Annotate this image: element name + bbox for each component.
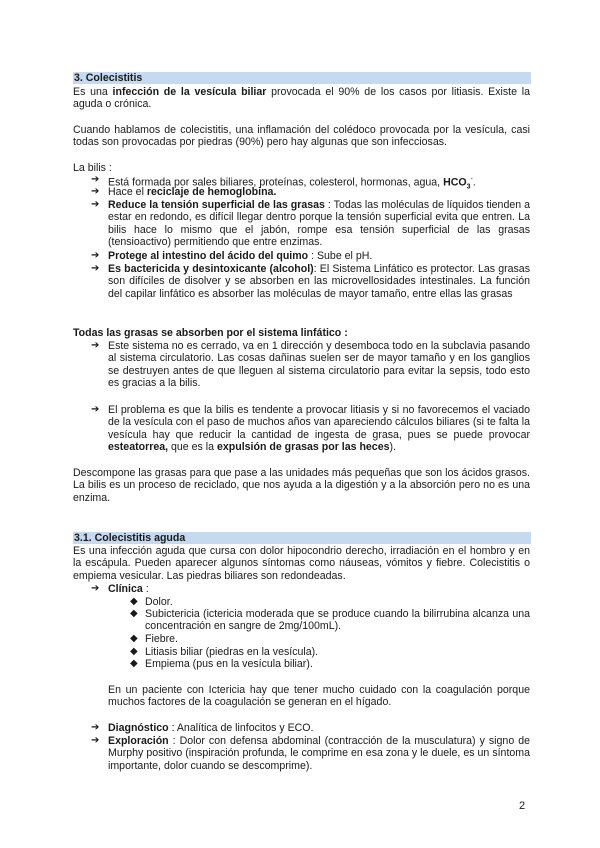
text-run: que es la — [168, 440, 217, 453]
arrow-right-icon: ➔ — [91, 174, 100, 185]
arrow-right-icon: ➔ — [91, 340, 100, 351]
arrow-right-icon: ➔ — [91, 722, 100, 733]
diamond-bullet-icon: ◆ — [130, 608, 138, 619]
bold-run: reciclaje de hemoglobina. — [146, 186, 277, 198]
bold-run: esteatorrea, — [108, 440, 169, 453]
text-run: ). — [389, 440, 396, 453]
bold-run: HCO — [443, 176, 467, 189]
bilis-item-tension — [108, 199, 530, 248]
text-run: : Todas las moléculas de líquidos tienden a estar en redondo, es difícil llegar dentro porque la tensión superficial evita que entren. La bilis hace lo mismo que el jabón, rompe esa tensión superficial de las grasas (tensioactivo) permitiendo que entre enzimas. — [108, 199, 530, 248]
clinica-dolor: Dolor. — [145, 596, 173, 608]
clinica-litiasis: Litiasis biliar (piedras en la vesícula). — [145, 646, 319, 658]
text-run: provocada el 90% de los casos por litiasis. Existe la aguda o crónica. — [73, 86, 531, 111]
arrow-right-icon: ➔ — [91, 583, 100, 594]
aguda-paragraph: Es una infección aguda que cursa con dolor hipocondrio derecho, irradiación en el hombro y en la escápula. Pueden aparecer algunos síntomas como náuseas, vómitos y fiebre. Colecistitis o empiema vesicular. Las piedras biliares son redondeadas. — [73, 545, 530, 582]
grasas-item-problema — [108, 404, 530, 453]
bilis-item-hemoglobina — [108, 183, 530, 198]
colecistitis-paragraph: Cuando hablamos de colecistitis, una inflamación del colédoco provocada por la vesícula, casi todas son provocadas por piedras (90%) pero hay algunas que son infecciosas. — [73, 124, 530, 149]
bold-run: Protege al intestino del ácido del quimo — [108, 250, 309, 262]
bold-run: infección de la vesícula biliar — [112, 86, 267, 98]
text-run: El problema es que la bilis es tendente a provocar litiasis y si no favorecemos el vaciado de la vesícula con el paso de muchos años van apareciendo cálculos biliares (si te falta la vesícula hay que reducir la cantidad de ingesta de grasa, pues se puede provocar — [108, 404, 530, 441]
bold-run: Es bactericida y desintoxicante (alcohol) — [108, 263, 314, 275]
subscript: 3 — [466, 183, 471, 191]
bilis-item-bactericida — [108, 263, 530, 300]
bold-run: expulsión de grasas por las heces — [216, 440, 390, 453]
text-run: : Analítica de linfocitos y ECO. — [168, 722, 314, 734]
clinica-item — [108, 583, 530, 595]
bold-run: Reduce la tensión superficial de las grasas — [108, 199, 325, 211]
diagnostico-item — [108, 722, 530, 734]
bilis-item-protege — [108, 250, 530, 262]
page-number: 2 — [519, 800, 526, 812]
bold-run: Diagnóstico — [108, 722, 169, 734]
text-run: Está formada por sales biliares, proteínas, colesterol, hormonas, agua, — [108, 176, 444, 189]
text-run: : El Sistema Linfático es protector. Las grasas son difíciles de disolver y se absorben en las microvellosidades intestinales. La función del capilar linfático es absorber las moléculas de mayor tamaño, entre ellas las grasas — [108, 263, 530, 300]
arrow-right-icon: ➔ — [91, 186, 100, 197]
clinica-empiema: Empiema (pus en la vesícula biliar). — [145, 658, 313, 670]
diamond-bullet-icon: ◆ — [130, 646, 138, 657]
arrow-right-icon: ➔ — [91, 404, 100, 415]
section-heading-colecistitis: 3. Colecistitis — [73, 72, 531, 84]
text-run: : — [142, 583, 149, 595]
bold-run: Exploración — [108, 735, 169, 747]
grasas-item-sistema: Este sistema no es cerrado, va en 1 dirección y desemboca todo en la subclavia pasando al sistema circulatorio. Las cosas dañinas suelen ser de mayor tamaño y en los ganglios se destruyen antes de que lleguen al sistema circulatorio para evitar la sepsis, todo esto es gracias a la bilis. — [108, 340, 530, 389]
diamond-bullet-icon: ◆ — [130, 596, 138, 607]
superscript: - — [470, 176, 473, 183]
arrow-right-icon: ➔ — [91, 735, 100, 746]
grasas-subheading: Todas las grasas se absorben por el sistema linfático : — [73, 327, 348, 339]
bold-run: Clínica — [108, 583, 143, 595]
arrow-right-icon: ➔ — [91, 250, 100, 261]
bilis-label: La bilis : — [73, 162, 112, 174]
text-run: . — [472, 176, 476, 189]
diamond-bullet-icon: ◆ — [130, 633, 138, 644]
text-run: Es una — [73, 86, 113, 98]
text-run: : Dolor con defensa abdominal (contracción de la musculatura) y signo de Murphy positivo (inspiración profunda, le comprime en esa zona y le duele, es un síntoma importante, dolor cuando se descomprime). — [108, 735, 530, 772]
section-heading-colecistitis-aguda: 3.1. Colecistitis aguda — [73, 532, 531, 544]
clinica-fiebre: Fiebre. — [145, 633, 178, 645]
ictericia-note: En un paciente con Ictericia hay que tener mucho cuidado con la coagulación porque muchos factores de la coagulación se generan en el hígado. — [108, 684, 530, 709]
arrow-right-icon: ➔ — [91, 199, 100, 210]
arrow-right-icon: ➔ — [91, 263, 100, 274]
clinica-subictericia: Subictericia (ictericia moderada que se produce cuando la bilirrubina alcanza una concentración en sangre de 2mg/100mL). — [145, 608, 530, 633]
text-run: : Sube el pH. — [308, 250, 373, 262]
exploracion-item — [108, 735, 530, 772]
text-run: Hace el — [108, 186, 147, 198]
intro-paragraph — [73, 86, 530, 111]
diamond-bullet-icon: ◆ — [130, 658, 138, 669]
descompone-paragraph: Descompone las grasas para que pase a las unidades más pequeñas que son los ácidos grasos. La bilis es un proceso de reciclado, que nos ayuda a la digestión y a la absorción pero no es una enzima. — [73, 467, 530, 504]
